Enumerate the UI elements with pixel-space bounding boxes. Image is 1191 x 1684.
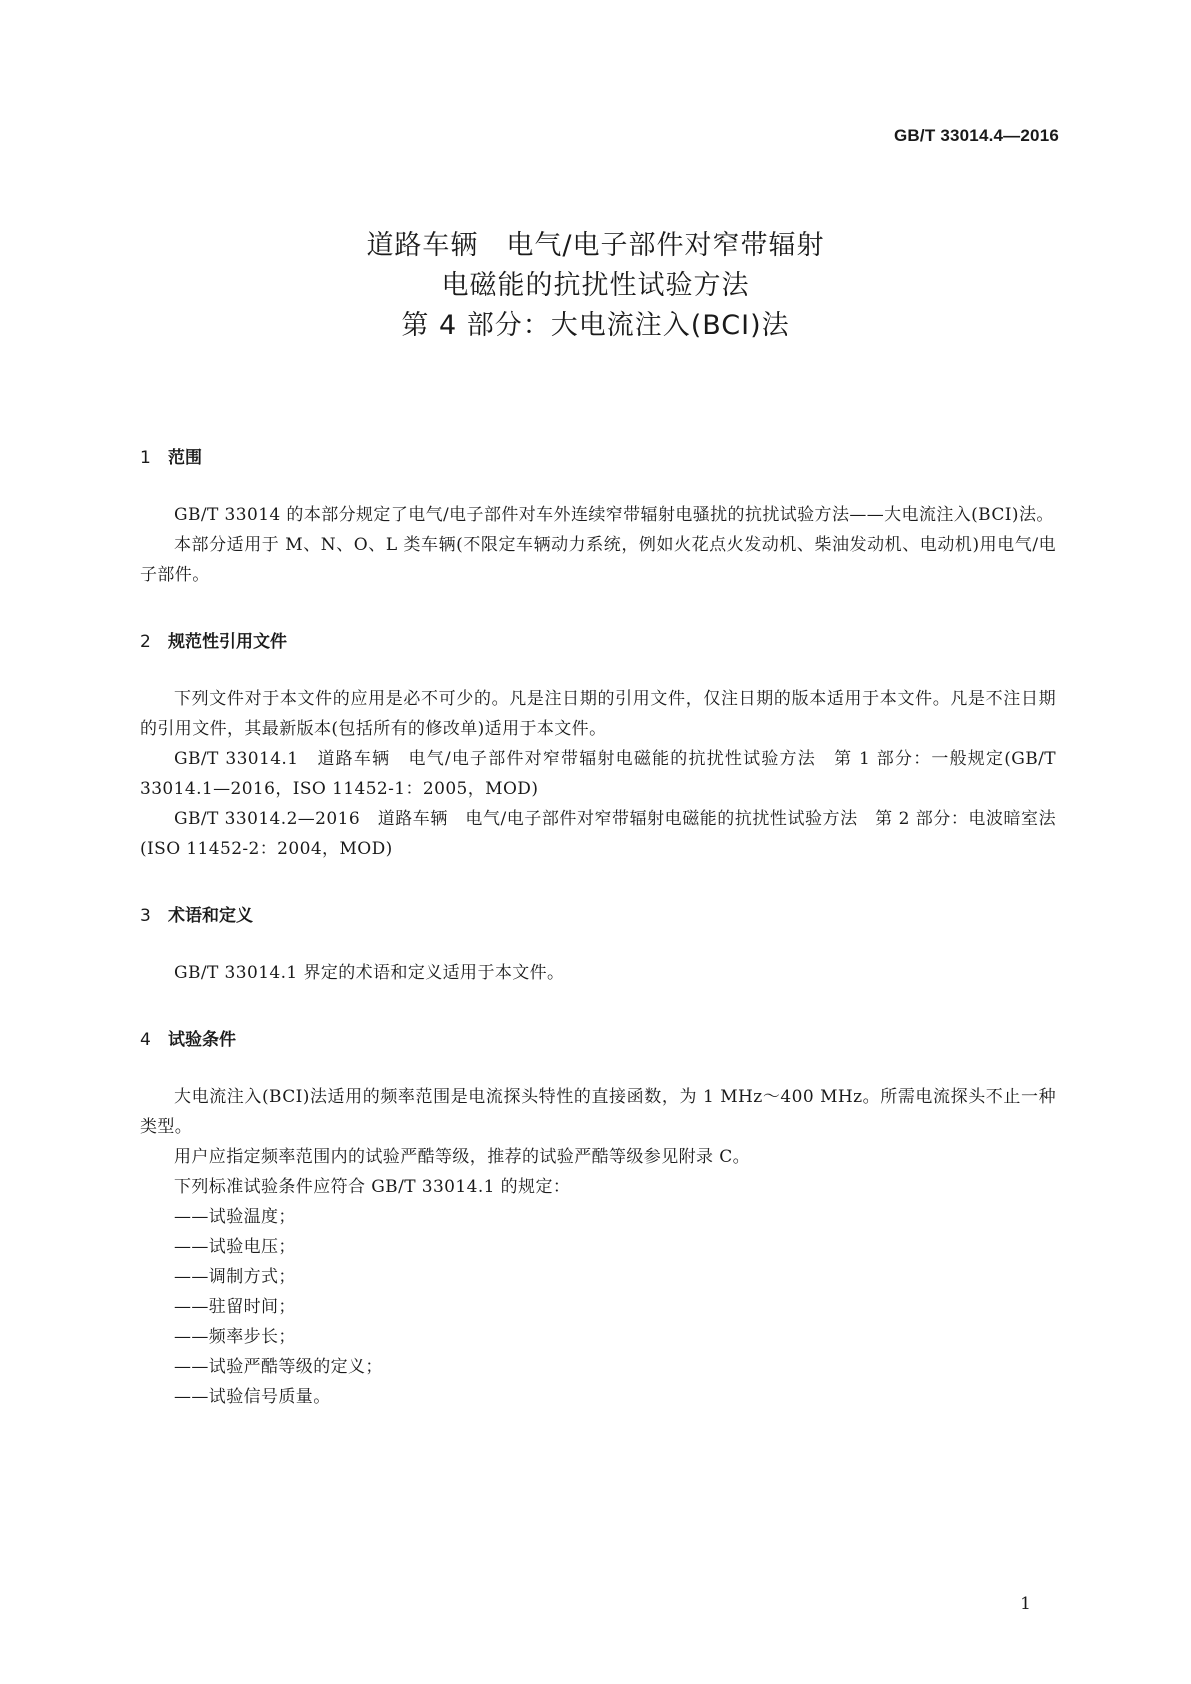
document-title xyxy=(0,226,1191,346)
list-item: ——试验信号质量。 xyxy=(174,1387,331,1407)
list-item: ——试验温度； xyxy=(174,1207,296,1227)
list-item: ——驻留时间； xyxy=(174,1297,296,1317)
document-code: GB/T 33014.4—2016 xyxy=(894,126,1059,145)
section-number: 2 xyxy=(140,632,151,652)
list-item: ——试验严酷等级的定义； xyxy=(174,1357,383,1377)
paragraph: GB/T 33014.1 界定的术语和定义适用于本文件。 xyxy=(174,963,565,983)
document-body xyxy=(140,446,1056,1412)
section-title: 规范性引用文件 xyxy=(168,632,287,652)
paragraph: 本部分适用于 M、N、O、L 类车辆(不限定车辆动力系统，例如火花点火发动机、柴油发动机、电动机)用电气/电子部件。 xyxy=(140,535,1056,585)
reference-entry: GB/T 33014.2—2016 道路车辆 电气/电子部件对窄带辐射电磁能的抗扰性试验方法 第 2 部分：电波暗室法(ISO 11452-2：2004，MOD) xyxy=(140,809,1056,859)
test-conditions-list xyxy=(140,1202,1056,1412)
section-number: 4 xyxy=(140,1030,151,1050)
page-number: 1 xyxy=(1020,1594,1031,1614)
list-item: ——频率步长； xyxy=(174,1327,296,1347)
section-heading-scope xyxy=(140,446,1056,470)
paragraph: 下列标准试验条件应符合 GB/T 33014.1 的规定： xyxy=(174,1177,571,1197)
section-heading-terms-definitions xyxy=(140,904,1056,928)
list-item: ——试验电压； xyxy=(174,1237,296,1257)
section-heading-normative-references xyxy=(140,630,1056,654)
section-number: 1 xyxy=(140,448,151,468)
paragraph: 用户应指定频率范围内的试验严酷等级，推荐的试验严酷等级参见附录 C。 xyxy=(174,1147,751,1167)
title-line: 第 4 部分：大电流注入(BCI)法 xyxy=(401,310,790,341)
title-line: 道路车辆 电气/电子部件对窄带辐射 xyxy=(366,230,825,261)
list-item: ——调制方式； xyxy=(174,1267,296,1287)
section-title: 试验条件 xyxy=(168,1030,236,1050)
paragraph: GB/T 33014 的本部分规定了电气/电子部件对车外连续窄带辐射电骚扰的抗扰试验方法——大电流注入(BCI)法。 xyxy=(174,505,1054,525)
section-heading-test-conditions xyxy=(140,1028,1056,1052)
section-title: 范围 xyxy=(168,448,202,468)
section-title: 术语和定义 xyxy=(168,906,253,926)
title-line: 电磁能的抗扰性试验方法 xyxy=(441,270,750,301)
reference-entry: GB/T 33014.1 道路车辆 电气/电子部件对窄带辐射电磁能的抗扰性试验方法 第 1 部分：一般规定(GB/T 33014.1—2016，ISO 11452-1：2005，MOD) xyxy=(140,749,1056,799)
paragraph: 下列文件对于本文件的应用是必不可少的。凡是注日期的引用文件，仅注日期的版本适用于本文件。凡是不注日期的引用文件，其最新版本(包括所有的修改单)适用于本文件。 xyxy=(140,689,1056,739)
paragraph: 大电流注入(BCI)法适用的频率范围是电流探头特性的直接函数，为 1 MHz～400 MHz。所需电流探头不止一种类型。 xyxy=(140,1087,1056,1137)
section-number: 3 xyxy=(140,906,151,926)
